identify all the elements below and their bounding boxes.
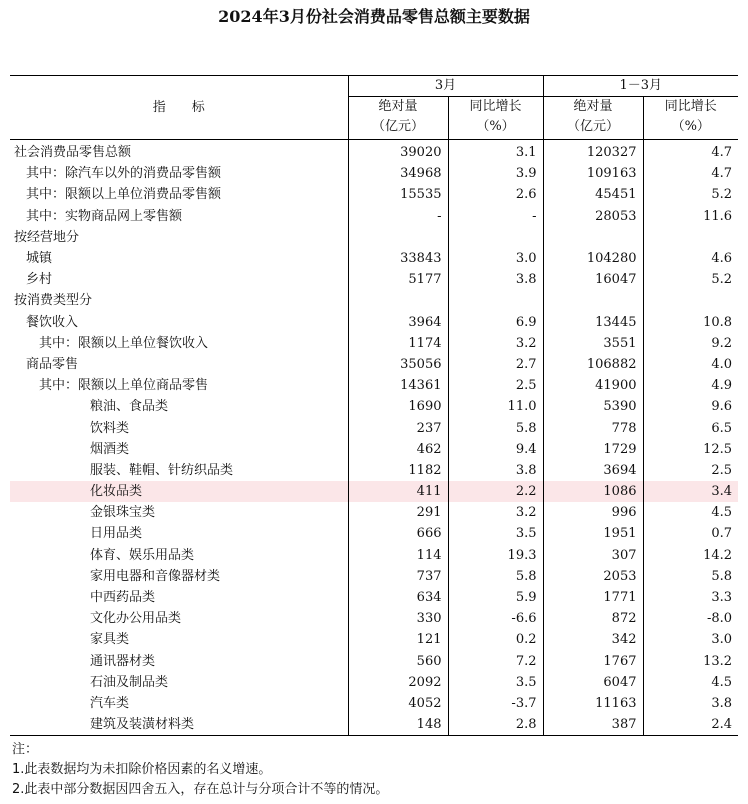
table-row (10, 672, 738, 693)
march-abs-value: 1182 (348, 460, 448, 481)
row-label: 其中：实物商品网上零售额 (26, 208, 183, 224)
q1-yoy-value: 3.8 (643, 693, 738, 714)
march-abs-value: 2092 (348, 672, 448, 693)
march-abs-value: 35056 (348, 354, 448, 375)
row-label: 通讯器材类 (90, 653, 156, 669)
q1-yoy-unit: （%） (643, 117, 738, 140)
march-abs-value: 462 (348, 439, 448, 460)
q1-yoy-header: 同比增长 (643, 97, 738, 118)
march-yoy-value (448, 290, 543, 311)
table-row (10, 460, 738, 481)
march-yoy-value: 3.8 (448, 460, 543, 481)
q1-yoy-value: 9.2 (643, 333, 738, 354)
table-row (10, 714, 738, 736)
march-yoy-value: 3.5 (448, 672, 543, 693)
q1-abs-value (543, 290, 643, 311)
row-label: 石油及制品类 (90, 674, 169, 690)
q1-yoy-value: 12.5 (643, 439, 738, 460)
q1-abs-value (543, 227, 643, 248)
page-title: 2024年3月份社会消费品零售总额主要数据 (218, 7, 530, 26)
row-label: 家具类 (90, 632, 130, 648)
march-yoy-value: 3.0 (448, 248, 543, 269)
q1-yoy-value: 4.0 (643, 354, 738, 375)
table-row (10, 163, 738, 184)
q1-abs-value: 5390 (543, 396, 643, 417)
march-yoy-value: 2.7 (448, 354, 543, 375)
indicator-header: 指 标 (10, 76, 348, 140)
note-item: 2.此表中部分数据因四舍五入，存在总计与分项合计不等的情况。 (12, 782, 389, 797)
q1-yoy-value: 6.5 (643, 417, 738, 438)
q1-abs-value: 872 (543, 608, 643, 629)
table-row (10, 587, 738, 608)
march-header: 3月 (348, 76, 543, 97)
march-abs-value: 1690 (348, 396, 448, 417)
row-label: 其中：限额以上单位消费品零售额 (26, 187, 222, 203)
march-abs-value: 634 (348, 587, 448, 608)
q1-yoy-value: 5.2 (643, 184, 738, 205)
q1-abs-value: 387 (543, 714, 643, 736)
table-row (10, 206, 738, 227)
q1-abs-value: 3551 (543, 333, 643, 354)
row-label: 按经营地分 (14, 229, 80, 245)
march-yoy-value: 6.9 (448, 312, 543, 333)
q1-yoy-value: 13.2 (643, 651, 738, 672)
march-yoy-value: 5.8 (448, 566, 543, 587)
march-yoy-value: 3.8 (448, 269, 543, 290)
march-abs-value: - (348, 206, 448, 227)
q1-yoy-value: 2.4 (643, 714, 738, 736)
march-abs-value: 14361 (348, 375, 448, 396)
table-row (10, 629, 738, 650)
march-abs-value: 39020 (348, 140, 448, 164)
notes (12, 740, 388, 800)
march-abs-value: 666 (348, 523, 448, 544)
q1-abs-value: 13445 (543, 312, 643, 333)
march-abs-value: 4052 (348, 693, 448, 714)
march-yoy-value: 3.2 (448, 502, 543, 523)
march-yoy-header: 同比增长 (448, 97, 543, 118)
q1-abs-unit: （亿元） (543, 117, 643, 140)
table-row (10, 417, 738, 438)
q1-abs-value: 996 (543, 502, 643, 523)
march-abs-value: 1174 (348, 333, 448, 354)
march-abs-value: 237 (348, 417, 448, 438)
march-abs-value: 560 (348, 651, 448, 672)
march-abs-value: 15535 (348, 184, 448, 205)
table-row (10, 608, 738, 629)
q1-yoy-value: 3.3 (643, 587, 738, 608)
notes-heading: 注： (12, 742, 39, 757)
march-yoy-value: -3.7 (448, 693, 543, 714)
march-yoy-value: 5.9 (448, 587, 543, 608)
q1-abs-value: 45451 (543, 184, 643, 205)
table-row (10, 227, 738, 248)
q1-abs-value: 41900 (543, 375, 643, 396)
table-row (10, 269, 738, 290)
table-row (10, 545, 738, 566)
q1-yoy-value: 14.2 (643, 545, 738, 566)
q1-abs-value: 104280 (543, 248, 643, 269)
row-label: 饮料类 (90, 420, 130, 436)
q1-yoy-value: 4.7 (643, 163, 738, 184)
q1-yoy-value: 3.4 (643, 481, 738, 502)
retail-sales-table (10, 75, 738, 736)
row-label: 体育、娱乐用品类 (90, 547, 195, 563)
march-yoy-value: 3.2 (448, 333, 543, 354)
q1-yoy-value: 11.6 (643, 206, 738, 227)
q1-abs-value: 120327 (543, 140, 643, 164)
march-abs-unit: （亿元） (348, 117, 448, 140)
march-yoy-value: 2.5 (448, 375, 543, 396)
q1-yoy-value: 4.7 (643, 140, 738, 164)
march-yoy-value (448, 227, 543, 248)
q1-abs-value: 6047 (543, 672, 643, 693)
march-abs-value: 411 (348, 481, 448, 502)
q1-abs-value: 1767 (543, 651, 643, 672)
q1-yoy-value: 9.6 (643, 396, 738, 417)
q1-yoy-value: -8.0 (643, 608, 738, 629)
row-label: 其中：限额以上单位餐饮收入 (39, 335, 209, 351)
row-label: 烟酒类 (90, 441, 130, 457)
q1-abs-value: 106882 (543, 354, 643, 375)
table-row (10, 651, 738, 672)
table-body (10, 140, 738, 736)
table-row (10, 439, 738, 460)
q1-abs-header: 绝对量 (543, 97, 643, 118)
row-label: 汽车类 (90, 695, 130, 711)
row-label: 城镇 (26, 251, 53, 267)
q1-yoy-value: 5.8 (643, 566, 738, 587)
march-yoy-value: - (448, 206, 543, 227)
row-label: 乡村 (26, 272, 53, 288)
row-label: 社会消费品零售总额 (14, 145, 132, 161)
table-row (10, 140, 738, 164)
table-row (10, 523, 738, 544)
q1-abs-value: 3694 (543, 460, 643, 481)
q1-abs-value: 2053 (543, 566, 643, 587)
row-label: 金银珠宝类 (90, 505, 156, 521)
table-row (10, 375, 738, 396)
march-yoy-value: 2.8 (448, 714, 543, 736)
table-row (10, 184, 738, 205)
row-label: 日用品类 (90, 526, 143, 542)
march-yoy-value: -6.6 (448, 608, 543, 629)
march-abs-value: 148 (348, 714, 448, 736)
march-abs-value: 114 (348, 545, 448, 566)
q1-abs-value: 1086 (543, 481, 643, 502)
q1-yoy-value: 5.2 (643, 269, 738, 290)
row-label: 化妆品类 (10, 481, 348, 502)
table-row (10, 290, 738, 311)
row-label: 粮油、食品类 (90, 399, 169, 415)
q1-abs-value: 1771 (543, 587, 643, 608)
table-row (10, 248, 738, 269)
row-label: 其中：限额以上单位商品零售 (39, 378, 209, 394)
row-label: 按消费类型分 (14, 293, 93, 309)
march-yoy-value: 3.9 (448, 163, 543, 184)
march-abs-value: 330 (348, 608, 448, 629)
q1-abs-value: 778 (543, 417, 643, 438)
q1-abs-value: 307 (543, 545, 643, 566)
march-yoy-value: 5.8 (448, 417, 543, 438)
row-label: 中西药品类 (90, 590, 156, 606)
march-abs-value: 5177 (348, 269, 448, 290)
table-row (10, 502, 738, 523)
march-yoy-value: 7.2 (448, 651, 543, 672)
march-yoy-value: 11.0 (448, 396, 543, 417)
march-abs-value: 33843 (348, 248, 448, 269)
q1-yoy-value: 10.8 (643, 312, 738, 333)
march-abs-header: 绝对量 (348, 97, 448, 118)
note-item: 1.此表数据均为未扣除价格因素的名义增速。 (12, 762, 272, 777)
march-yoy-value: 19.3 (448, 545, 543, 566)
table-row (10, 481, 738, 502)
march-abs-value (348, 227, 448, 248)
row-label: 餐饮收入 (26, 314, 79, 330)
q1-abs-value: 1729 (543, 439, 643, 460)
march-yoy-value: 9.4 (448, 439, 543, 460)
row-label: 商品零售 (26, 356, 79, 372)
march-yoy-value: 2.2 (448, 481, 543, 502)
march-yoy-value: 0.2 (448, 629, 543, 650)
q1-header: 1－3月 (543, 76, 738, 97)
q1-yoy-value: 4.5 (643, 672, 738, 693)
q1-abs-value: 16047 (543, 269, 643, 290)
row-label: 文化办公用品类 (90, 611, 182, 627)
table-row (10, 333, 738, 354)
q1-abs-value: 1951 (543, 523, 643, 544)
table-row (10, 312, 738, 333)
table-row (10, 396, 738, 417)
q1-abs-value: 11163 (543, 693, 643, 714)
q1-yoy-value (643, 227, 738, 248)
q1-yoy-value: 4.5 (643, 502, 738, 523)
q1-abs-value: 109163 (543, 163, 643, 184)
row-label: 家用电器和音像器材类 (90, 568, 221, 584)
row-label: 建筑及装潢材料类 (90, 717, 195, 733)
table-row (10, 354, 738, 375)
march-yoy-value: 3.5 (448, 523, 543, 544)
march-yoy-unit: （%） (448, 117, 543, 140)
q1-yoy-value: 0.7 (643, 523, 738, 544)
row-label: 其中：除汽车以外的消费品零售额 (26, 166, 222, 182)
q1-yoy-value (643, 290, 738, 311)
march-abs-value: 121 (348, 629, 448, 650)
march-yoy-value: 2.6 (448, 184, 543, 205)
table-row (10, 693, 738, 714)
q1-yoy-value: 3.0 (643, 629, 738, 650)
q1-yoy-value: 4.9 (643, 375, 738, 396)
march-yoy-value: 3.1 (448, 140, 543, 164)
march-abs-value: 3964 (348, 312, 448, 333)
march-abs-value: 737 (348, 566, 448, 587)
q1-yoy-value: 4.6 (643, 248, 738, 269)
q1-abs-value: 342 (543, 629, 643, 650)
row-label: 服装、鞋帽、针纺织品类 (90, 462, 234, 478)
march-abs-value: 34968 (348, 163, 448, 184)
march-abs-value: 291 (348, 502, 448, 523)
march-abs-value (348, 290, 448, 311)
q1-yoy-value: 2.5 (643, 460, 738, 481)
table-row (10, 566, 738, 587)
q1-abs-value: 28053 (543, 206, 643, 227)
